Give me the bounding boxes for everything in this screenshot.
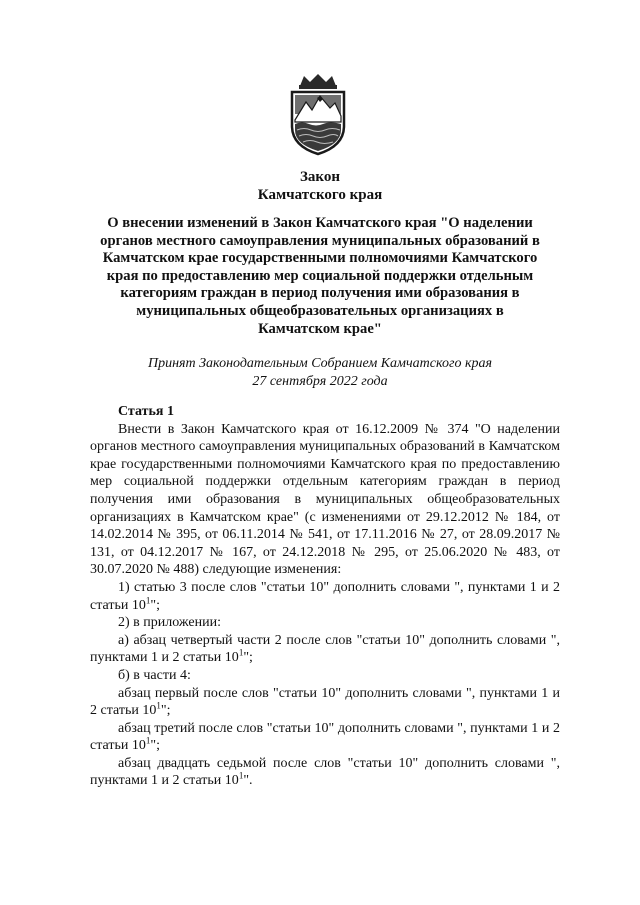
law-title-line-2: Камчатского края <box>257 187 383 203</box>
item-2b-1-text: абзац первый после слов "статьи 10" дополнить словами ", пунктами 1 и 2 статьи 10 <box>90 685 560 719</box>
law-title-line-1: Закон <box>299 169 340 185</box>
item-1 <box>90 579 560 614</box>
item-1-text: 1) статью 3 после слов "статьи 10" дополнить словами ", пунктами 1 и 2 статьи 10 <box>90 579 560 613</box>
item-2b-1-sup: 1 <box>156 700 161 711</box>
item-2b-1-end: "; <box>160 703 171 719</box>
item-2b-3-text: абзац двадцать седьмой после слов "статьи 10" дополнить словами ", пунктами 1 и 2 статьи 10 <box>90 755 560 789</box>
subtitle-line: категориям граждан в период получения ими образования в <box>120 285 520 302</box>
item-2b-2-text: абзац третий после слов "статьи 10" дополнить словами ", пунктами 1 и 2 статьи 10 <box>90 720 560 754</box>
law-title <box>80 168 560 204</box>
subtitle-line: Камчатском крае государственными полномочиями Камчатского <box>102 250 538 267</box>
item-1-sup: 1 <box>145 594 151 605</box>
item-2: 2) в приложении: <box>118 615 221 631</box>
item-2a-text: а) абзац четвертый части 2 после слов "статьи 10" дополнить словами ", пунктами 1 и 2 статьи 10 <box>90 632 560 666</box>
item-2b-3-end: ". <box>243 773 253 789</box>
item-2b-2 <box>90 720 560 755</box>
item-2b-2-sup: 1 <box>145 735 151 746</box>
article-body <box>90 403 560 790</box>
subtitle-line: органов местного самоуправления муниципальных образований в <box>100 232 540 249</box>
coat-of-arms-icon <box>286 72 350 156</box>
item-2b: б) в части 4: <box>118 667 191 683</box>
adoption-note <box>80 355 560 391</box>
subtitle-line: края по предоставлению мер социальной поддержки отдельным <box>106 267 534 284</box>
subtitle-line: муниципальных общеобразовательных организациях в <box>136 302 504 319</box>
item-2a-sup: 1 <box>238 647 244 658</box>
item-2b-2-end: "; <box>150 738 160 754</box>
item-2b-3-sup: 1 <box>238 770 244 781</box>
item-1-end: "; <box>150 597 160 613</box>
subtitle-line: О внесении изменений в Закон Камчатского края "О наделении <box>107 215 533 231</box>
adoption-date: 27 сентября 2022 года <box>252 374 388 389</box>
article-heading: Статья 1 <box>118 404 174 419</box>
article-intro: Внести в Закон Камчатского края от 16.12.2009 № 374 "О наделении органов местного самоуправления муниципальных образований в Камчатском крае государственными полномочиями Камчатского края по предоставлению мер социальной поддержки отдельным категориям граждан в период получения ими образования в муниципальных общеобразовательных организациях в Камчатском крае" (с изменениями от 29.12.2012 № 184, от 14.02.2014 № 395, от 06.11.2014 № 541, от 17.11.2016 № 27, от 28.09.2017 № 131, от 04.12.2017 № 167, от 24.12.2018 № 295, от 25.06.2020 № 483, от 30.07.2020 № 488) следующие изменения: <box>90 421 560 578</box>
item-2b-3 <box>90 755 560 790</box>
item-2a <box>90 632 560 667</box>
item-2b-1 <box>90 685 560 720</box>
law-subtitle <box>96 215 544 338</box>
subtitle-line: Камчатском крае" <box>258 320 382 337</box>
adoption-line-1: Принят Законодательным Собранием Камчатского края <box>147 356 493 371</box>
item-2a-end: "; <box>243 650 253 666</box>
